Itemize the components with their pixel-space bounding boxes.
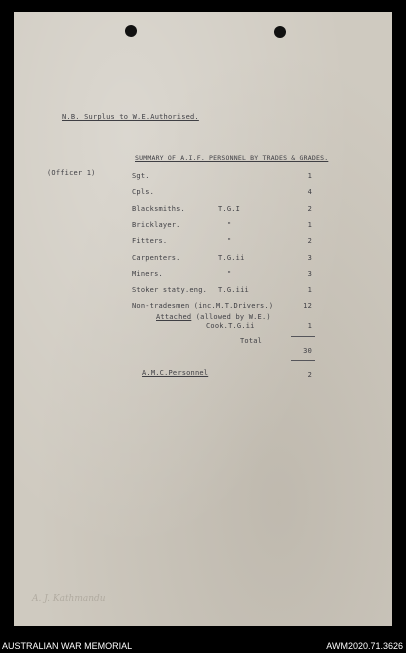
officer-label: (Officer 1) [47,169,96,177]
punch-hole-right [274,26,286,38]
row-count: 1 [307,220,312,229]
row-count: 3 [307,253,312,262]
row-count: 1 [307,172,312,180]
total-rule-top [291,336,315,337]
total-value: 30 [303,347,312,355]
heading-note-text: N.B. Surplus to W.E.Authorised. [62,113,199,121]
row-trade: Blacksmiths. [132,204,185,213]
row-trade: Bricklayer. [132,220,181,229]
row-trade: Stoker staty.eng. [132,286,208,295]
row-trade: Carpenters. [132,253,181,262]
row-count: 3 [307,269,312,278]
total-rule-bottom [291,360,315,361]
row-trade: Sgt. [132,172,150,180]
faint-handwriting: A. J. Kathmandu [32,594,106,604]
row-grade: T.G.I [218,204,241,213]
row-grade: T.G.iii [218,286,249,295]
footer-right: AWM2020.71.3626 [326,641,403,651]
archive-footer [0,640,406,653]
attached-count: 1 [307,322,312,330]
document-page [14,12,392,626]
row-grade: " [227,269,232,278]
attached-detail: Cook.T.G.ii [206,322,255,330]
row-count: 12 [303,302,312,311]
row-count: 4 [307,188,312,197]
amc-label-text: A.M.C.Personnel [142,369,209,377]
row-grade: " [227,220,232,229]
row-grade: " [227,237,232,246]
heading-note [62,113,199,121]
row-count: 2 [307,204,312,213]
attached-row [156,313,271,321]
amc-label [142,369,208,377]
amc-value: 2 [307,371,312,379]
total-label: Total [240,337,263,345]
row-trade: Fitters. [132,237,168,246]
punch-hole-left [125,25,137,37]
attached-note: (allowed by W.E.) [195,313,271,321]
row-trade: Cpls. [132,188,155,197]
row-count: 1 [307,286,312,295]
attached-label: Attached [156,313,192,321]
row-count: 2 [307,237,312,246]
summary-title: SUMMARY OF A.I.F. PERSONNEL BY TRADES & GRADES. [135,154,329,162]
row-trade: Miners. [132,269,163,278]
row-trade: Non-tradesmen (inc.M.T.Drivers.) [132,302,274,311]
footer-left: AUSTRALIAN WAR MEMORIAL [2,641,133,651]
row-grade: T.G.ii [218,253,245,262]
